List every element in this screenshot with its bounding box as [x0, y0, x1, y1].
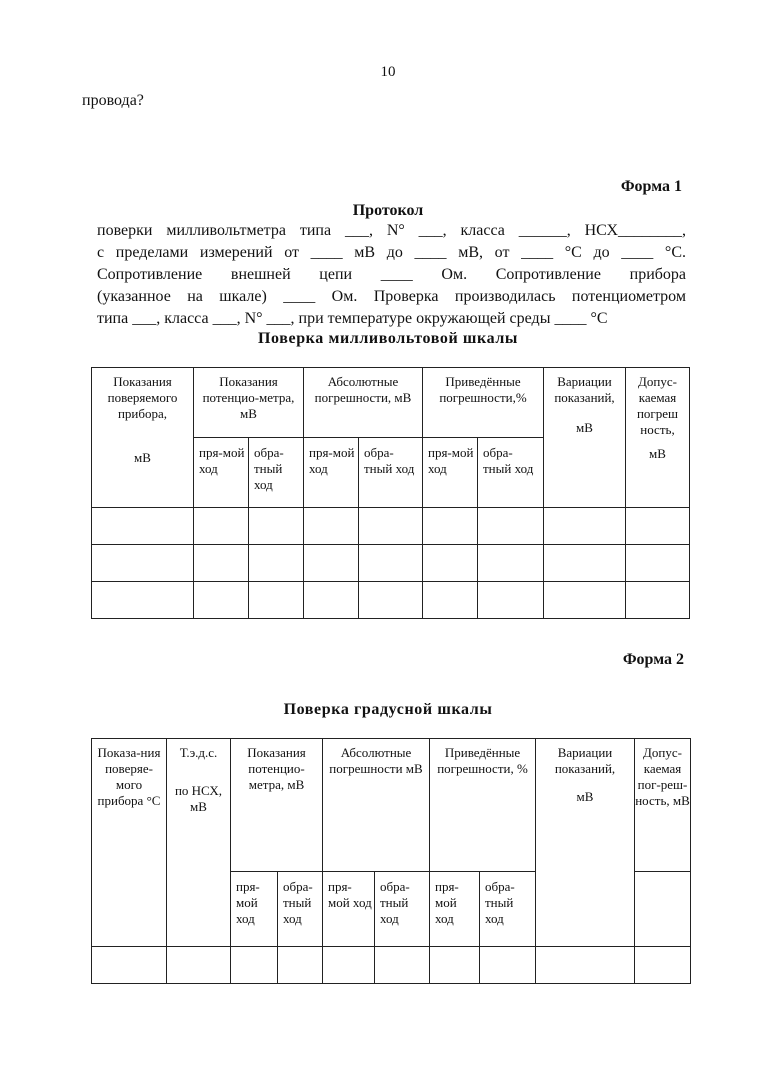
table-cell[interactable]: [249, 582, 304, 619]
table-cell[interactable]: [544, 508, 626, 545]
table-cell[interactable]: [480, 947, 536, 984]
protocol-line: Сопротивление внешней цепи ____ Ом. Сопротивление прибора: [97, 266, 686, 283]
table-cell[interactable]: [423, 582, 478, 619]
table-cell[interactable]: [626, 582, 690, 619]
table2-title: Поверка градусной шкалы: [283, 701, 493, 718]
degree-scale-table: [91, 738, 691, 984]
protocol-line: поверки милливольтметра типа ___, N° ___, класса ______, НСХ________,: [97, 222, 686, 239]
header-allowed-error: Допус-каемая погреш ность, мВ: [626, 368, 690, 508]
sub-reverse: обра-тный ход: [249, 438, 304, 508]
table-cell[interactable]: [249, 545, 304, 582]
protocol-line: типа ___, класса ___, N° ___, при температуре окружающей среды ____ °С: [97, 310, 608, 327]
table-cell[interactable]: [304, 582, 359, 619]
table-cell[interactable]: [194, 545, 249, 582]
table-cell[interactable]: [92, 582, 194, 619]
table-cell[interactable]: [359, 545, 423, 582]
table-cell[interactable]: [536, 947, 635, 984]
sub-forward: пря-мой ход: [423, 438, 478, 508]
table-cell[interactable]: [194, 508, 249, 545]
table-cell[interactable]: [544, 545, 626, 582]
header-allowed-error: Допус-каемая пог-реш-ность, мВ: [635, 739, 691, 872]
header-absolute-errors: Абсолютные погрешности мВ: [323, 739, 430, 872]
sub-reverse: обра-тный ход: [480, 872, 536, 947]
millivolt-scale-table: [91, 367, 690, 619]
table-cell[interactable]: [249, 508, 304, 545]
form1-label: Форма 1: [620, 178, 682, 195]
table-cell[interactable]: [544, 582, 626, 619]
table-cell[interactable]: [635, 947, 691, 984]
table-cell[interactable]: [430, 947, 480, 984]
table-cell[interactable]: [323, 947, 375, 984]
table-cell[interactable]: [626, 508, 690, 545]
table-cell: [635, 872, 691, 947]
table-cell[interactable]: [478, 582, 544, 619]
table-cell[interactable]: [92, 947, 167, 984]
protocol-line: с пределами измерений от ____ мВ до ____ мВ, от ____ °С до ____ °С.: [97, 244, 686, 261]
protocol-title: Протокол: [352, 202, 424, 219]
table-row: [92, 545, 690, 582]
table-cell[interactable]: [167, 947, 231, 984]
table-cell[interactable]: [359, 508, 423, 545]
header-absolute-errors: Абсолютные погрешности, мВ: [304, 368, 423, 438]
table-cell[interactable]: [423, 545, 478, 582]
header-reduced-errors: Приведённые погрешности, %: [430, 739, 536, 872]
table-cell[interactable]: [231, 947, 278, 984]
table-cell[interactable]: [278, 947, 323, 984]
header-variation: Вариации показаний, мВ: [536, 739, 635, 947]
protocol-text: [97, 220, 686, 330]
table-cell[interactable]: [375, 947, 430, 984]
sub-reverse: обра-тный ход: [359, 438, 423, 508]
header-reduced-errors: Приведённые погрешности,%: [423, 368, 544, 438]
table-cell[interactable]: [423, 508, 478, 545]
header-tedc: Т.э.д.с. по НСХ, мВ: [167, 739, 231, 947]
sub-forward: пря-мой ход: [323, 872, 375, 947]
header-device-readings: Показания поверяемого прибора, мВ: [92, 368, 194, 508]
header-potentiometer: Показания потенцио-метра, мВ: [231, 739, 323, 872]
header-potentiometer: Показания потенцио-метра, мВ: [194, 368, 304, 438]
sub-forward: пря-мой ход: [304, 438, 359, 508]
continued-text: провода?: [82, 92, 144, 109]
sub-forward: пря-мой ход: [231, 872, 278, 947]
table-cell[interactable]: [304, 545, 359, 582]
sub-reverse: обра-тный ход: [375, 872, 430, 947]
page-number: 10: [380, 64, 396, 80]
table-cell[interactable]: [194, 582, 249, 619]
table-cell[interactable]: [92, 545, 194, 582]
table-cell[interactable]: [92, 508, 194, 545]
table-cell[interactable]: [304, 508, 359, 545]
sub-reverse: обра-тный ход: [278, 872, 323, 947]
sub-reverse: обра-тный ход: [478, 438, 544, 508]
header-variation: Вариации показаний, мВ: [544, 368, 626, 508]
table-cell[interactable]: [478, 508, 544, 545]
protocol-line: (указанное на шкале) ____ Ом. Проверка производилась потенциометром: [97, 288, 686, 305]
table1-title: Поверка милливольтовой шкалы: [258, 330, 518, 347]
sub-forward: пря-мой ход: [430, 872, 480, 947]
table-row: [92, 582, 690, 619]
table-row: [92, 947, 691, 984]
header-device-readings: Показа-ния поверяе-мого прибора °С: [92, 739, 167, 947]
sub-forward: пря-мой ход: [194, 438, 249, 508]
form2-label: Форма 2: [622, 651, 684, 668]
table-cell[interactable]: [626, 545, 690, 582]
table-cell[interactable]: [478, 545, 544, 582]
table-row: [92, 508, 690, 545]
table-cell[interactable]: [359, 582, 423, 619]
